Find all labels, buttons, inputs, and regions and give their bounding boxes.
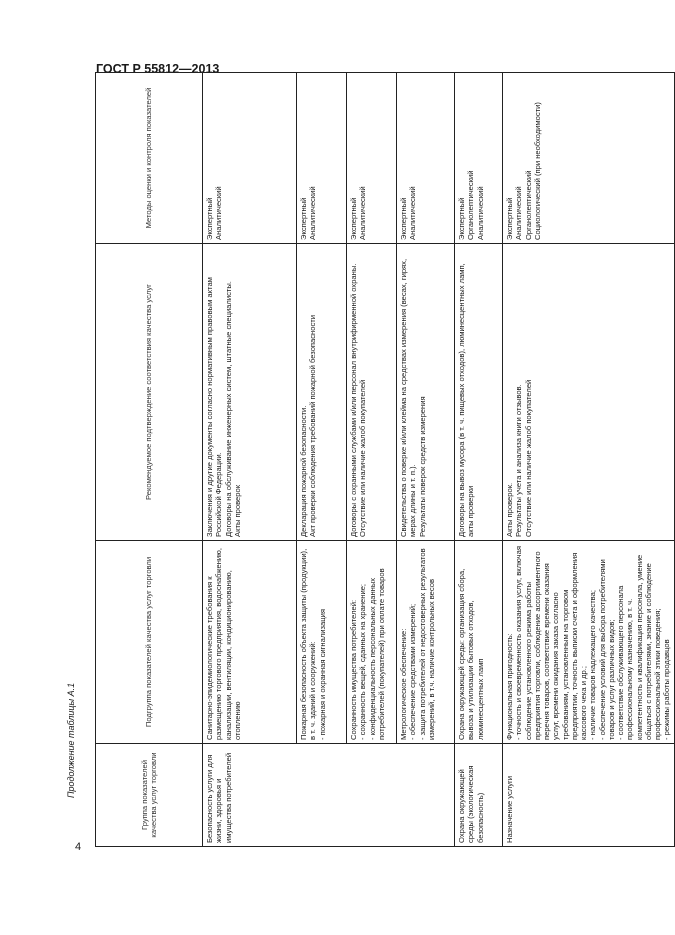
methods-cell: Экспертный Аналитический — [397, 73, 455, 244]
confirmation-cell: Акты проверок. Результаты учета и анализа книги отзывов. Отсутствие или наличие жалоб покупателей — [503, 244, 675, 541]
confirmation-cell: Договоры с охранными службами и/или персонал внутрифирменной охраны. Отсутствие или наличие жалоб покупателей — [347, 244, 397, 541]
confirmation-cell: Декларация пожарной безопасности. Акт проверки соблюдения требований пожарной безопасности — [297, 244, 347, 541]
page-number: 4 — [75, 841, 82, 853]
methods-cell: Экспертный Аналитический — [347, 73, 397, 244]
methods-cell: Экспертный Органолептический Аналитический — [455, 73, 503, 244]
table-header-row — [96, 73, 203, 847]
subgroup-cell: Метрологическое обеспечение: - обеспечение средствами измерений; - защита потребителей от недостоверных результатов измерений, в т.ч. наличие контрольных весов — [397, 541, 455, 744]
table-row — [347, 73, 397, 847]
document-header: ГОСТ Р 55812—2013 — [96, 62, 220, 76]
subgroup-cell: Охрана окружающей среды: организация сбора, вывоза и утилизации бытовых отходов, люминесцентных ламп — [455, 541, 503, 744]
table-row — [203, 73, 297, 847]
column-header-methods: Методы оценки и контроля показателей — [96, 73, 203, 244]
methods-cell: Экспертный Аналитический Органолептический Социологический (при необходимости) — [503, 73, 675, 244]
table-row — [297, 73, 347, 847]
column-header-confirmation: Рекомендуемое подтверждение соответствия качества услуг — [96, 244, 203, 541]
subgroup-cell: Сохранность имущества потребителей: - сохранность вещей, сданных на хранение; - конфиденциальность персональных данных потребителей (покупателей) при оплате товаров — [347, 541, 397, 744]
table-row — [397, 73, 455, 847]
confirmation-cell: Договоры на вывоз мусора (в т. ч. пищевых отходов), люминесцентных ламп, акты проверки — [455, 244, 503, 541]
column-header-subgroup: Подгруппа показателей качества услуг торговли — [96, 541, 203, 744]
group-cell: Охрана окружающей среды (экологическая безопасность) — [455, 744, 503, 847]
subgroup-cell: Санитарно-эпидемиологические требования к размещению торгового предприятия, водоснабжению, канализации, вентиляции, кондиционированию, отоплению — [203, 541, 297, 744]
column-header-group: Группа показателей качества услуг торговли — [96, 744, 203, 847]
confirmation-cell: Заключения и другие документы согласно нормативным правовым актам Российской Федерации. Договоры на обслуживание инженерных систем, штатные специалисты. Акты проверок — [203, 244, 297, 541]
table-row — [503, 73, 675, 847]
quality-indicators-table — [95, 72, 675, 847]
group-cell: Безопасность услуги для жизни, здоровья и имущества потребителей — [203, 744, 455, 847]
table-row — [455, 73, 503, 847]
subgroup-cell: Функциональная пригодность: - точность и своевременность оказания услуг, включая соблюдение установленного режима работы предприятия торговли, соблюдение ассортиментного перечня товаров, соответствие времени оказания услуг, времени ожидания заказа согласно требованиям, установленным на торговом предприятии, точность выписки счета и оформления кассового чека и др.; - наличие товаров надлежащего качества; - обеспечение условий для выбора потребителями товаров и услуг различных видов; - соответствие обслуживающего персонала профессиональному назначению, в т. ч. компетентность и квалификация персонала, умение общаться с потребителями, знание и соблюдение профессиональной этики поведения; - режимы работы продавцов — [503, 541, 675, 744]
methods-cell: Экспертный Аналитический — [203, 73, 297, 244]
subgroup-cell: Пожарная безопасность объекта защиты (продукции), в т. ч. зданий и сооружений: - пожарная и охранная сигнализация — [297, 541, 347, 744]
group-cell: Назначение услуги — [503, 744, 675, 847]
rotated-table-container — [95, 87, 672, 847]
confirmation-cell: Свидетельства о поверке и/или клейма на средствах измерения (весах, гирях, мерах длины и т. п.). Результаты поверок средств измерения — [397, 244, 455, 541]
continuation-caption: Продолжение таблицы А.1 — [66, 682, 76, 798]
methods-cell: Экспертный Аналитический — [297, 73, 347, 244]
